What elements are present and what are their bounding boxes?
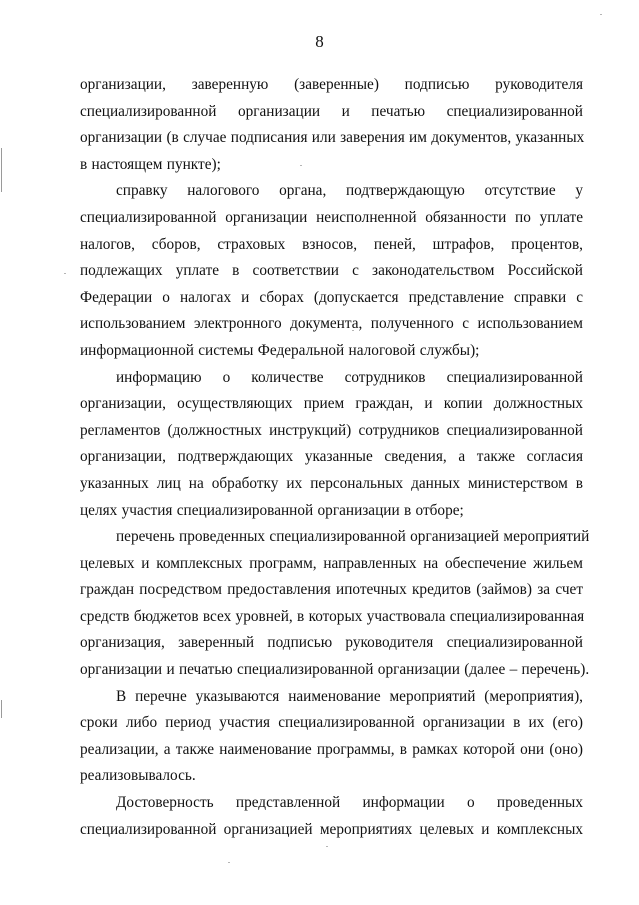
text-line: подлежащих уплате в соответствии с законодательством Российской (80, 262, 583, 280)
text-line: специализированной организации и печатью специализированной (80, 102, 583, 120)
text-line: справку налогового органа, подтверждающую отсутствие у (116, 182, 583, 200)
text-line: организации и печатью специализированной организации (далее – перечень). (80, 661, 590, 679)
text-line: указанных лиц на обработку их персональных данных министерством в (80, 474, 583, 492)
text-line: информацию о количестве сотрудников специализированной (116, 368, 583, 386)
text-line: перечень проведенных специализированной организацией мероприятий (116, 528, 590, 546)
paragraph-tax-certificate (80, 178, 583, 364)
text-line: В перечне указываются наименование мероприятий (мероприятия), (116, 687, 583, 705)
text-line: реализации, а также наименование программы, в рамках которой они (оно) (80, 740, 583, 758)
text-line: налогов, сборов, страховых взносов, пеней, штрафов, процентов, (80, 235, 583, 253)
text-line: граждан посредством предоставления ипотечных кредитов (займов) за счет (80, 581, 583, 599)
text-line: Федерации о налогах и сборах (допускается представление справки с (80, 288, 583, 306)
scan-speck (64, 273, 66, 274)
text-line: Достоверность представленной информации о проведенных (116, 794, 583, 812)
document-body (80, 72, 590, 843)
text-line: организации, заверенную (заверенные) подписью руководителя (80, 76, 583, 93)
text-line: информационной системы Федеральной налоговой службы); (80, 341, 480, 359)
scan-speck (228, 862, 230, 863)
paragraph-list-contents (80, 684, 583, 790)
scan-speck (600, 14, 602, 15)
text-line: организация, заверенный подписью руководителя специализированной (80, 634, 583, 652)
text-line: специализированной организацией мероприятиях целевых и комплексных (80, 820, 583, 838)
text-line: средств бюджетов всех уровней, в которых участвовала специализированная (80, 607, 585, 625)
text-line: сроки либо период участия специализированной организации в их (его) (80, 714, 583, 732)
text-line: целевых и комплексных программ, направленных на обеспечение жильем (80, 554, 583, 572)
text-line: организации, осуществляющих прием граждан, и копии должностных (80, 395, 583, 413)
text-line: целях участия специализированной организации в отборе; (80, 501, 464, 519)
text-line: организации, подтверждающих указанные сведения, а также согласия (80, 448, 583, 466)
page-number: 8 (315, 32, 324, 51)
text-line: использованием электронного документа, полученного с использованием (80, 315, 583, 333)
scan-margin-mark (1, 700, 2, 718)
scan-margin-mark (1, 148, 2, 192)
paragraph-reliability (80, 790, 583, 843)
paragraph-specialized-org-certified (80, 72, 583, 178)
scan-speck (326, 846, 328, 847)
paragraph-staff-information (80, 365, 583, 525)
text-line: в настоящем пункте); (80, 155, 221, 173)
text-line: специализированной организации неисполненной обязанности по уплате (80, 208, 583, 226)
text-line: регламентов (должностных инструкций) сотрудников специализированной (80, 421, 583, 439)
text-line: организации (в случае подписания или заверения им документов, указанных (80, 129, 585, 147)
paragraph-program-list (80, 524, 590, 684)
text-line: реализовывалось. (80, 767, 196, 785)
